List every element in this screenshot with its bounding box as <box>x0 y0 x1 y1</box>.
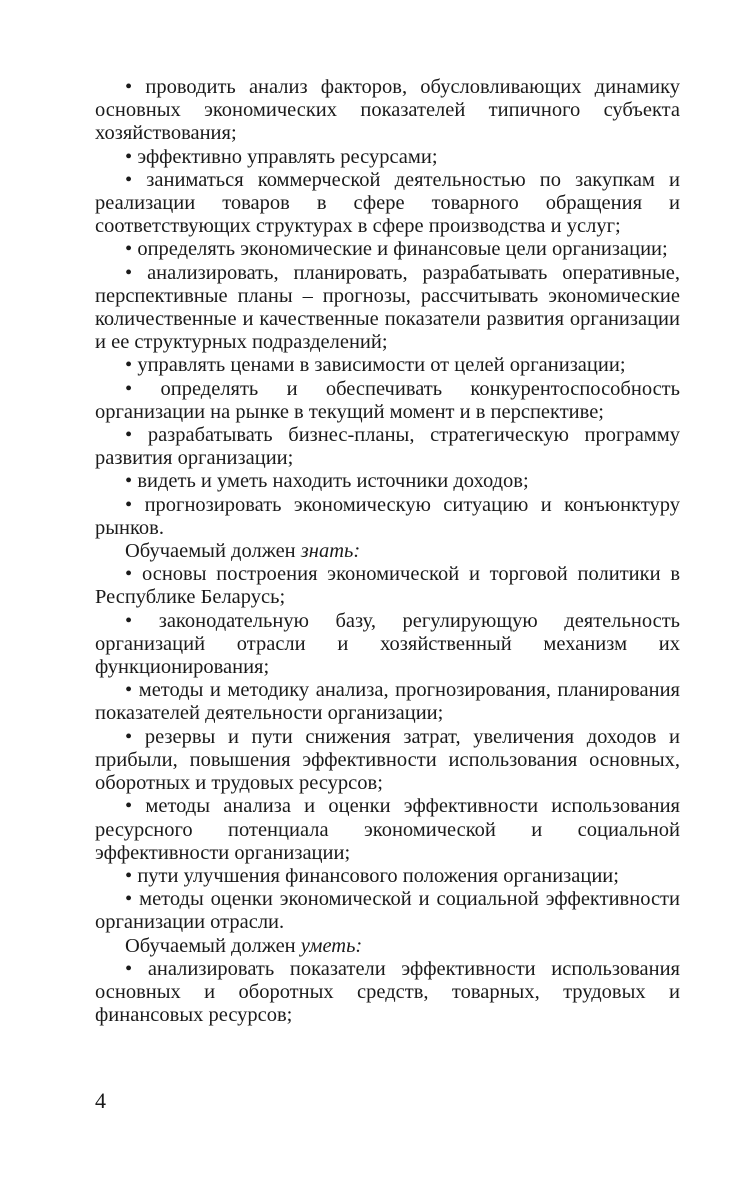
bullet-item: • прогнозировать экономическую ситуацию и конъюнктуру рынков. <box>95 494 680 540</box>
bullet-item: • определять экономические и финансовые цели организации; <box>95 238 680 261</box>
bullet-item: • анализировать, планировать, разрабатывать оперативные, перспективные планы – прогнозы, рассчитывать экономические количественные и качественные показатели развития организации и ее структурных подразделений; <box>95 262 680 355</box>
bullet-item: • методы анализа и оценки эффективности использования ресурсного потенциала экономической и социальной эффективности организации; <box>95 795 680 865</box>
lead-emphasis: знать: <box>300 540 361 563</box>
bullet-item: • определять и обеспечивать конкурентоспособность организации на рынке в текущий момент и в перспективе; <box>95 378 680 424</box>
body-text <box>95 76 680 1027</box>
bullet-item: • видеть и уметь находить источники доходов; <box>95 470 680 493</box>
bullet-item: • разрабатывать бизнес-планы, стратегическую программу развития организации; <box>95 424 680 470</box>
lead-text: Обучаемый должен <box>125 540 301 563</box>
bullet-item: • резервы и пути снижения затрат, увеличения доходов и прибыли, повышения эффективности использования основных, оборотных и трудовых ресурсов; <box>95 726 680 796</box>
lead-text: Обучаемый должен <box>125 934 301 957</box>
lead-emphasis: уметь: <box>300 934 363 957</box>
page-number: 4 <box>95 1088 106 1113</box>
bullet-item: • эффективно управлять ресурсами; <box>95 146 680 169</box>
bullet-item: • законодательную базу, регулирующую деятельность организаций отрасли и хозяйственный механизм их функционирования; <box>95 610 680 680</box>
bullet-item: • управлять ценами в зависимости от целей организации; <box>95 354 680 377</box>
bullet-item: • заниматься коммерческой деятельностью по закупкам и реализации товаров в сфере товарного обращения и соответствующих структурах в сфере производства и услуг; <box>95 169 680 239</box>
bullet-item: • основы построения экономической и торговой политики в Республике Беларусь; <box>95 563 680 609</box>
bullet-item: • проводить анализ факторов, обусловливающих динамику основных экономических показателей типичного субъекта хозяйствования; <box>95 76 680 146</box>
bullet-item: • анализировать показатели эффективности использования основных и оборотных средств, товарных, трудовых и финансовых ресурсов; <box>95 958 680 1028</box>
bullet-item: • методы оценки экономической и социальной эффективности организации отрасли. <box>95 888 680 934</box>
bullet-item: • пути улучшения финансового положения организации; <box>95 865 680 888</box>
bullet-item: • методы и методику анализа, прогнозирования, планирования показателей деятельности организации; <box>95 679 680 725</box>
lead-paragraph-know <box>95 540 680 563</box>
lead-paragraph-able <box>95 935 680 958</box>
